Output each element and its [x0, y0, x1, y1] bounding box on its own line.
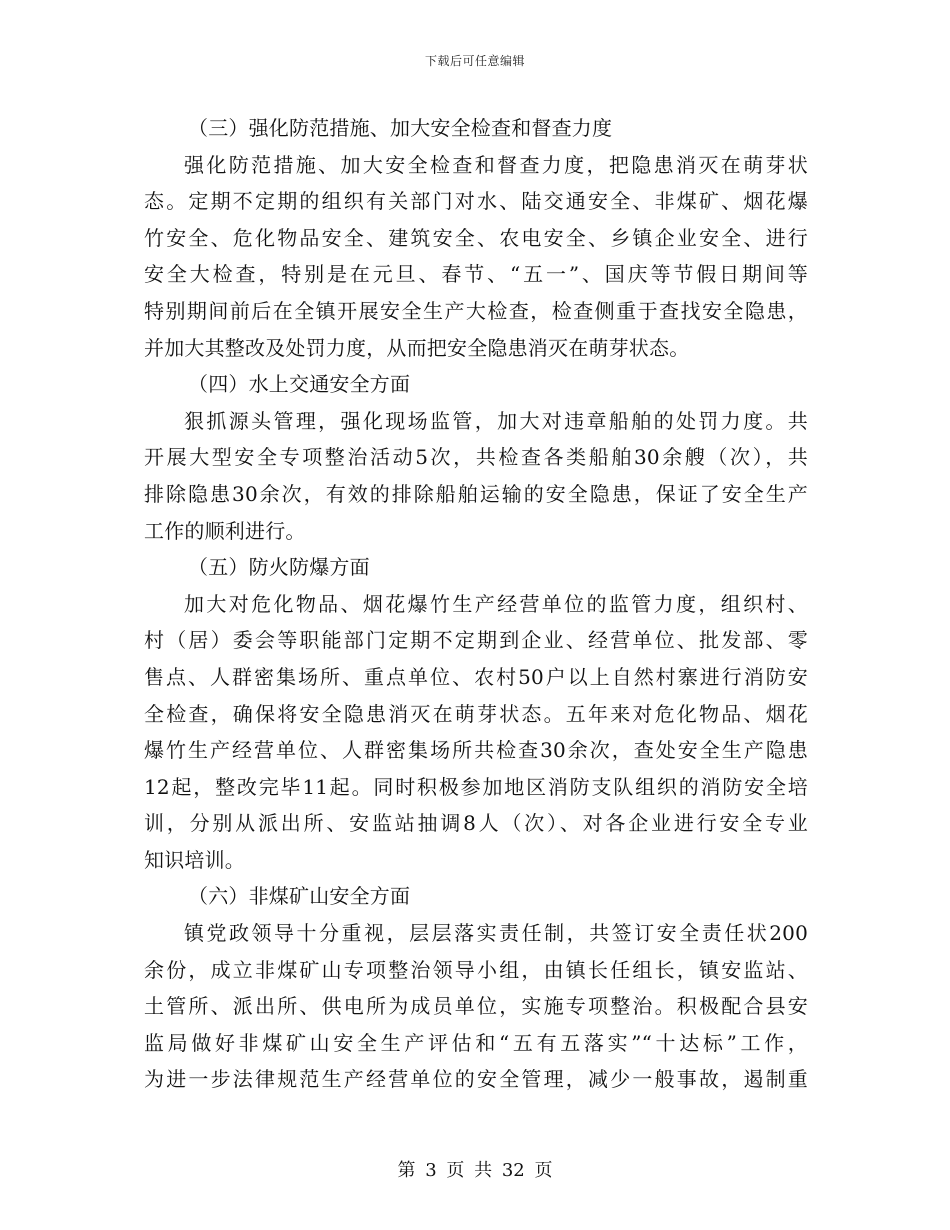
section-heading: （三）强化防范措施、加大安全检查和督查力度 — [188, 116, 613, 140]
paragraph-line: 并加大其整改及处罚力度，从而把安全隐患消灭在萌芽状态。 — [144, 335, 690, 360]
section-heading: （四）水上交通安全方面 — [188, 372, 411, 397]
paragraph-line: 知识培训。 — [144, 847, 245, 872]
paragraph-line: 工作的顺利进行。 — [144, 518, 306, 543]
document-body — [144, 110, 808, 1098]
page-header: 下载后可任意编辑 — [424, 54, 525, 68]
section-heading: （六）非煤矿山安全方面 — [188, 884, 411, 909]
paragraph-line: 排除隐患30余次，有效的排除船舶运输的安全隐患，保证了安全生产 — [144, 481, 808, 506]
paragraph-line: 开展大型安全专项整治活动5次，共检查各类船舶30余艘（次），共 — [144, 445, 808, 470]
paragraph-line: 12起，整改完毕11起。同时积极参加地区消防支队组织的消防安全培 — [144, 774, 808, 799]
paragraph-line: 土管所、派出所、供电所为成员单位，实施专项整治。积极配合县安 — [144, 994, 808, 1019]
paragraph-line: 为进一步法律规范生产经营单位的安全管理，减少一般事故，遏制重 — [144, 1067, 808, 1092]
paragraph-line: 狠抓源头管理，强化现场监管，加大对违章船舶的处罚力度。共 — [184, 408, 808, 433]
section-heading: （五）防火防爆方面 — [188, 555, 370, 580]
paragraph-line: 监局做好非煤矿山安全生产评估和“五有五落实”“十达标”工作， — [144, 1030, 808, 1055]
paragraph-line: 态。定期不定期的组织有关部门对水、陆交通安全、非煤矿、烟花爆 — [144, 189, 808, 214]
page-footer: 第 3 页 共 32 页 — [397, 1160, 553, 1181]
paragraph-line: 特别期间前后在全镇开展安全生产大检查，检查侧重于查找安全隐患， — [144, 298, 808, 323]
paragraph-line: 加大对危化物品、烟花爆竹生产经营单位的监管力度，组织村、 — [184, 591, 808, 616]
paragraph-line: 售点、人群密集场所、重点单位、农村50户以上自然村寨进行消防安 — [144, 664, 808, 689]
paragraph-line: 训，分别从派出所、安监站抽调8人（次）、对各企业进行安全专业 — [144, 811, 808, 836]
paragraph-line: 爆竹生产经营单位、人群密集场所共检查30余次，查处安全生产隐患 — [144, 738, 808, 763]
paragraph-line: 强化防范措施、加大安全检查和督查力度，把隐患消灭在萌芽状 — [184, 152, 808, 177]
paragraph-line: 安全大检查，特别是在元旦、春节、“五一”、国庆等节假日期间等 — [144, 262, 808, 287]
paragraph-line: 竹安全、危化物品安全、建筑安全、农电安全、乡镇企业安全、进行 — [144, 225, 808, 250]
paragraph-line: 全检查，确保将安全隐患消灭在萌芽状态。五年来对危化物品、烟花 — [144, 701, 808, 726]
paragraph-line: 余份，成立非煤矿山专项整治领导小组，由镇长任组长，镇安监站、 — [144, 957, 808, 982]
paragraph-line: 村（居）委会等职能部门定期不定期到企业、经营单位、批发部、零 — [144, 628, 808, 653]
paragraph-line: 镇党政领导十分重视，层层落实责任制，共签订安全责任状200 — [184, 921, 808, 946]
